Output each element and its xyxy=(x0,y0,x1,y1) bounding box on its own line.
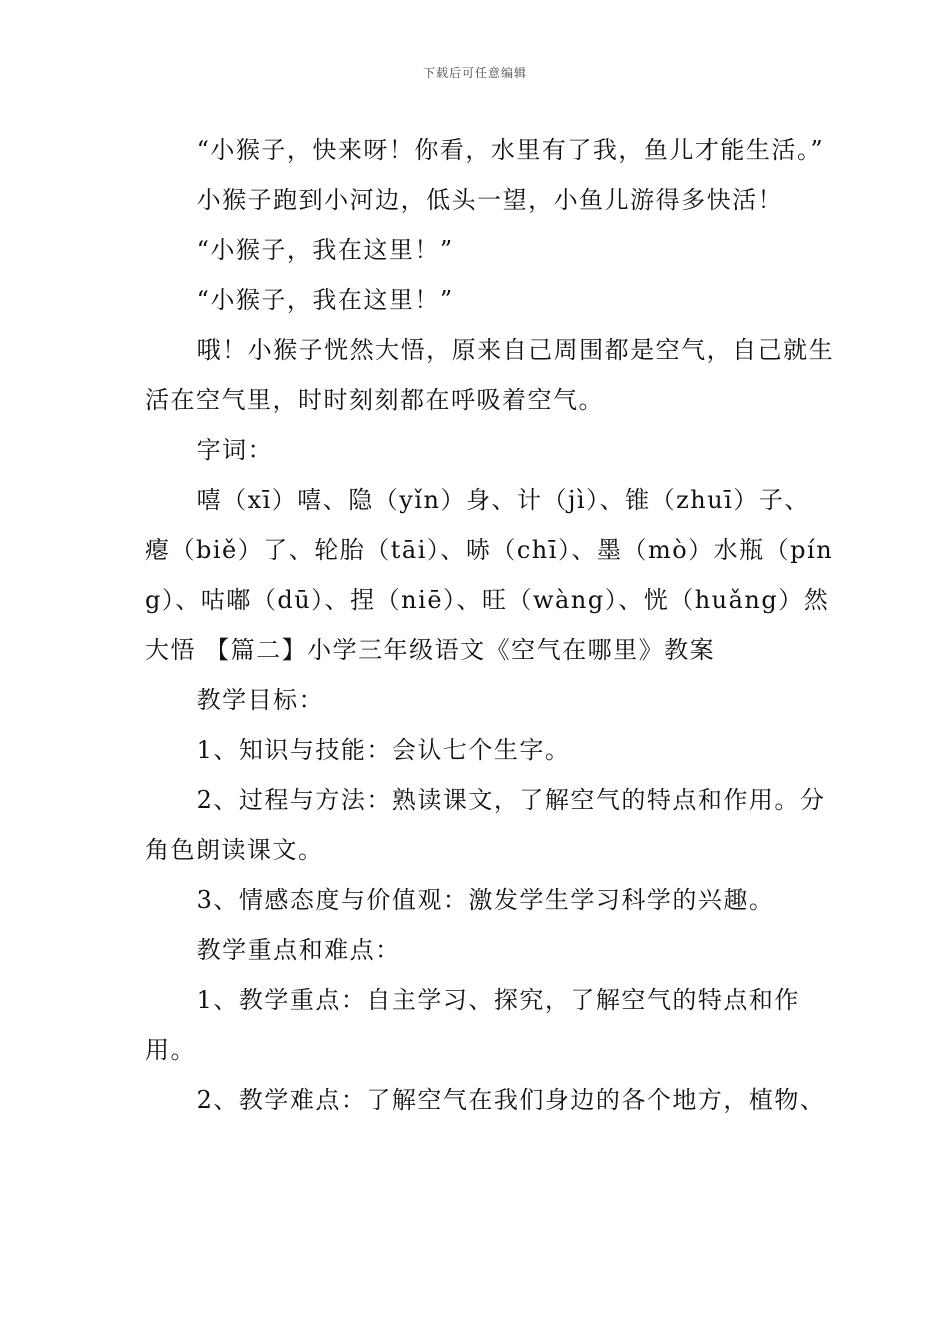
paragraph-vocabulary-heading: 字词： xyxy=(196,436,274,464)
page-header: 下载后可任意编辑 xyxy=(422,66,527,80)
paragraph-goal-1: 1、知识与技能：会认七个生字。 xyxy=(196,736,571,764)
paragraph-vocabulary-list: 嘻（xī）嘻、隐（yǐn）身、计（jì）、锥（zhuī）子、瘪（biě）了、轮胎（tāi）、哧（chī）、墨（mò）水瓶（píng）、咕嘟（dū）、捏（niē）、旺（wàng）、恍（huǎng）然大悟 【篇二】小学三年级语文《空气在哪里》教案 xyxy=(145,486,834,664)
paragraph-key-point-2: 2、教学难点：了解空气在我们身边的各个地方，植物、 xyxy=(196,1086,826,1114)
paragraph-goals-heading: 教学目标： xyxy=(196,686,325,714)
paragraph-realization: 哦！小猴子恍然大悟，原来自己周围都是空气，自己就生活在空气里，时时刻刻都在呼吸着空气。 xyxy=(145,336,835,414)
paragraph-key-points-heading: 教学重点和难点： xyxy=(196,936,401,964)
paragraph-goal-2: 2、过程与方法：熟读课文，了解空气的特点和作用。分角色朗读课文。 xyxy=(145,786,826,864)
paragraph-key-point-1: 1、教学重点：自主学习、探究，了解空气的特点和作用。 xyxy=(145,986,800,1064)
paragraph-dialogue-water: “小猴子，快来呀！你看，水里有了我，鱼儿才能生活。” xyxy=(196,136,825,164)
document-body xyxy=(145,125,835,1125)
paragraph-goal-3: 3、情感态度与价值观：激发学生学习科学的兴趣。 xyxy=(196,886,775,914)
paragraph-dialogue-here-2: “小猴子，我在这里！” xyxy=(196,286,454,314)
paragraph-dialogue-here-1: “小猴子，我在这里！” xyxy=(196,236,454,264)
paragraph-river: 小猴子跑到小河边，低头一望，小鱼儿游得多快活！ xyxy=(196,186,784,214)
